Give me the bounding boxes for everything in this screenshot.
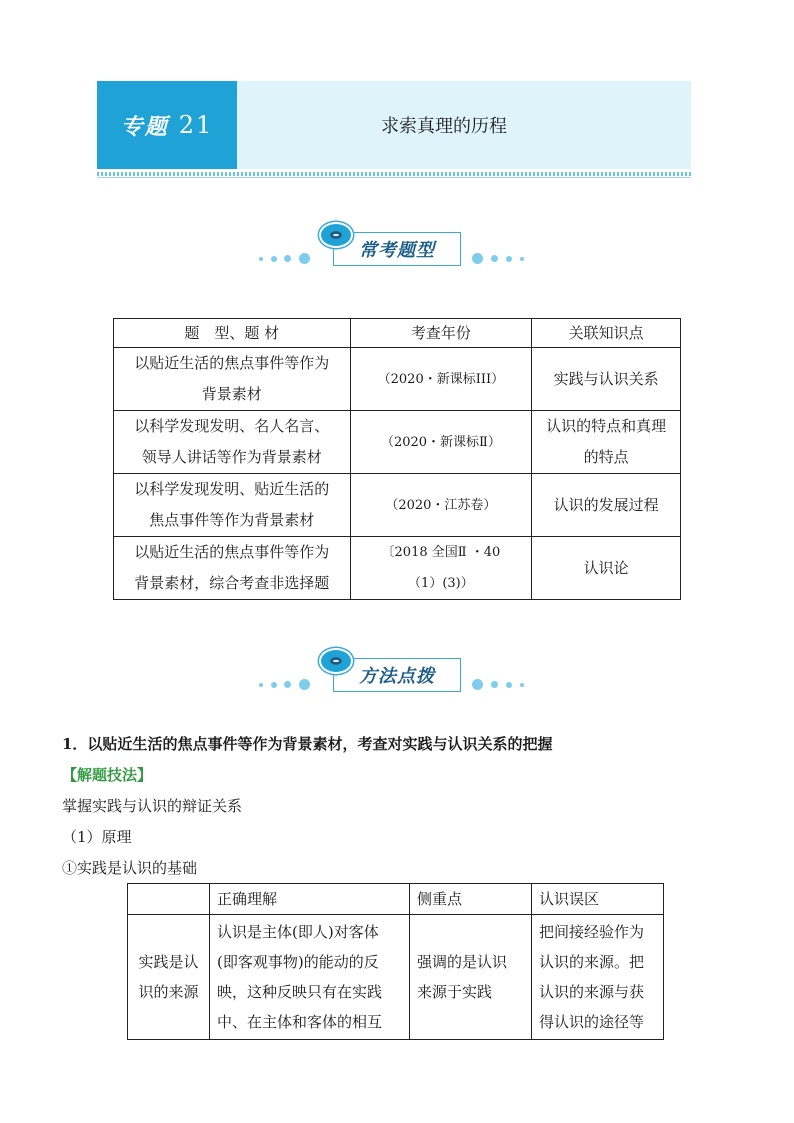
topic-tab-label: 专题 (120, 113, 169, 140)
section-title: 常考题型 (333, 232, 461, 266)
cell-line: 背景素材 (201, 385, 262, 403)
topic-cell (114, 537, 351, 600)
table-header-row (128, 884, 664, 915)
focus-cell (410, 915, 532, 1040)
cell-line: 的特点 (583, 448, 629, 466)
decor-dot (271, 682, 277, 688)
body-text: （1）原理 (62, 828, 132, 846)
decor-dot (520, 257, 524, 261)
section-badge-common-types (257, 226, 537, 276)
cell-line: 认识论 (583, 558, 629, 577)
knowledge-cell (532, 348, 681, 411)
cell-line: 来源于实践 (417, 983, 493, 1001)
decor-dot (299, 679, 310, 690)
table-row (114, 537, 681, 600)
practice-cognition-table (127, 883, 664, 1040)
column-header: 考查年份 (350, 319, 532, 348)
decor-dot (491, 681, 498, 688)
column-header (128, 884, 210, 915)
header-divider (97, 172, 691, 176)
decor-dot (284, 255, 291, 262)
column-header: 认识误区 (532, 884, 664, 915)
understanding-cell (210, 915, 410, 1040)
knowledge-cell (532, 411, 681, 474)
decor-dot (520, 683, 524, 687)
topic-cell (114, 348, 351, 411)
cell-line: 认识的来源与获 (539, 983, 645, 1001)
cell-line: 以科学发现发明、贴近生活的 (134, 480, 330, 498)
decor-dot (506, 256, 512, 262)
column-header: 正确理解 (210, 884, 410, 915)
table-row (114, 474, 681, 537)
page-title: 求索真理的历程 (381, 116, 507, 137)
cell-line: 实践是认 (138, 953, 199, 971)
cell-line: 领导人讲话等作为背景素材 (141, 448, 322, 466)
misconception-cell (532, 915, 664, 1040)
eye-icon (319, 222, 353, 248)
cell-line: 焦点事件等作为背景素材 (149, 511, 315, 529)
body-text: 掌握实践与认识的辩证关系 (62, 797, 243, 815)
topic-cell (114, 411, 351, 474)
tip-label: 【解题技法】 (62, 766, 153, 784)
cell-line: 强调的是认识 (417, 953, 508, 971)
cell-line: 中、在主体和客体的相互 (217, 1013, 383, 1031)
cell-line: 背景素材，综合考查非选择题 (134, 574, 330, 592)
year-cell (350, 348, 532, 411)
decor-dot (491, 255, 498, 262)
cell-line: （1）(3)） (408, 576, 474, 591)
table-row (128, 915, 664, 1040)
cell-line: 映，这种反映只有在实践 (217, 983, 383, 1001)
cell-line: 实践与认识关系 (553, 369, 659, 388)
cell-line: 认识的特点和真理 (546, 417, 667, 435)
cell-line: （2020・新课标III） (377, 371, 505, 387)
table-row (114, 348, 681, 411)
column-header: 侧重点 (410, 884, 532, 915)
cell-line: 认识是主体(即人)对客体 (217, 923, 379, 941)
cell-line: 以贴近生活的焦点事件等作为 (134, 354, 330, 372)
decor-dot (472, 679, 483, 690)
header-divider-line (97, 177, 691, 178)
section-heading: 1．以贴近生活的焦点事件等作为背景素材，考查对实践与认识关系的把握 (62, 735, 553, 753)
table-header-row (114, 319, 681, 348)
cell-line: 认识的发展过程 (553, 495, 659, 514)
cell-line: (即客观事物)的能动的反 (217, 953, 379, 971)
cell-line: 〔2018 全国Ⅱ ・40 (381, 545, 501, 560)
exam-types-table (113, 318, 681, 600)
cell-line: 把间接经验作为 (539, 923, 645, 941)
cell-line: 以科学发现发明、名人名言、 (134, 417, 330, 435)
decor-dot (299, 253, 310, 264)
decor-dot (284, 681, 291, 688)
column-header: 题 型、题 材 (114, 319, 351, 348)
knowledge-cell (532, 474, 681, 537)
section-badge-method-tips (257, 652, 537, 702)
decor-dot (259, 683, 263, 687)
year-cell (350, 411, 532, 474)
topic-header (97, 81, 691, 169)
knowledge-cell (532, 537, 681, 600)
cell-line: 认识的来源。把 (539, 953, 645, 971)
cell-line: （2020・新课标Ⅱ） (380, 434, 501, 450)
row-label-cell (128, 915, 210, 1040)
table-row (114, 411, 681, 474)
cell-line: 识的来源 (138, 983, 199, 1001)
eye-icon (319, 648, 353, 674)
decor-dot (271, 256, 277, 262)
decor-dot (506, 682, 512, 688)
body-text: ①实践是认识的基础 (62, 859, 198, 877)
topic-tab (97, 81, 237, 169)
decor-dot (259, 257, 263, 261)
section-title: 方法点拨 (333, 658, 461, 692)
topic-cell (114, 474, 351, 537)
decor-dot (472, 253, 483, 264)
topic-number: 21 (178, 111, 214, 139)
year-cell (350, 474, 532, 537)
cell-line: （2020・江苏卷） (385, 497, 497, 513)
cell-line: 得认识的途径等 (539, 1013, 645, 1031)
column-header: 关联知识点 (532, 319, 681, 348)
cell-line: 以贴近生活的焦点事件等作为 (134, 543, 330, 561)
year-cell (350, 537, 532, 600)
